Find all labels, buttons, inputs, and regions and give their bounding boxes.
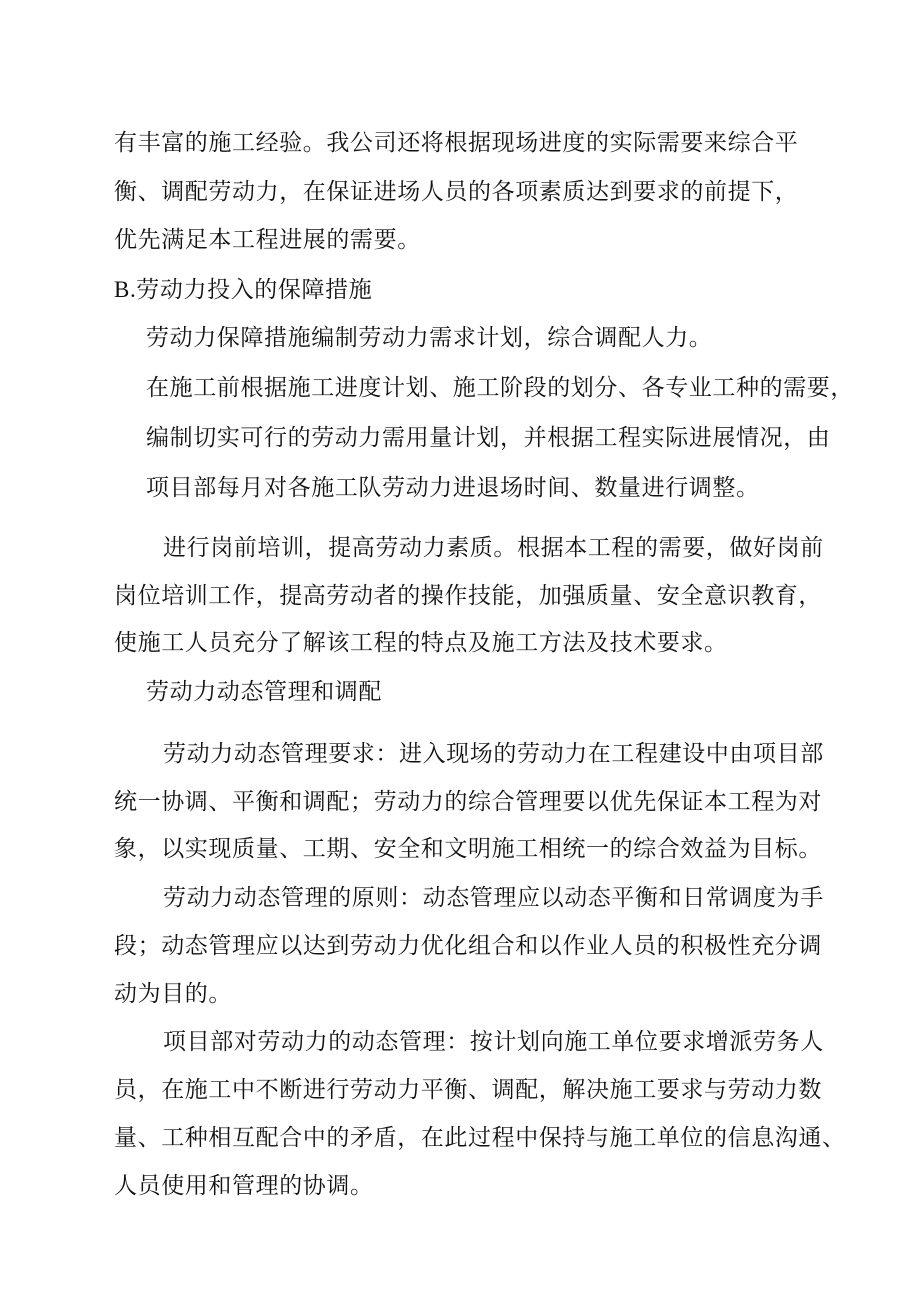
subheading: 劳动力动态管理和调配 <box>146 679 382 705</box>
body-text-line: 进行岗前培训，提高劳动力素质。根据本工程的需要，做好岗前 <box>163 535 824 561</box>
body-text-line: 动为目的。 <box>114 981 232 1007</box>
body-text-line: 有丰富的施工经验。我公司还将根据现场进度的实际需要来综合平 <box>114 130 799 156</box>
body-text-line: 统一协调、平衡和调配；劳动力的综合管理要以优先保证本工程为对 <box>114 789 822 815</box>
body-text-line: 编制切实可行的劳动力需用量计划，并根据工程实际进展情况，由 <box>146 425 831 451</box>
body-text-line: 员，在施工中不断进行劳动力平衡、调配，解决施工要求与劳动力数 <box>114 1077 822 1103</box>
body-text-line: 项目部对劳动力的动态管理：按计划向施工单位要求增派劳务人 <box>163 1029 824 1055</box>
body-text-line: 劳动力动态管理的原则：动态管理应以动态平衡和日常调度为手 <box>163 885 824 911</box>
body-text-line: 劳动力保障措施编制劳动力需求计划，综合调配人力。 <box>146 325 713 351</box>
body-text-line: 项目部每月对各施工队劳动力进退场时间、数量进行调整。 <box>146 475 760 501</box>
body-text-line: 使施工人员充分了解该工程的特点及施工方法及技术要求。 <box>114 630 728 656</box>
body-text-line: 岗位培训工作，提高劳动者的操作技能，加强质量、安全意识教育， <box>114 583 822 609</box>
body-text-line: 量、工种相互配合中的矛盾，在此过程中保持与施工单位的信息沟通、 <box>114 1125 846 1151</box>
body-text-line: 劳动力动态管理要求：进入现场的劳动力在工程建设中由项目部 <box>163 741 824 767</box>
body-text-line: 优先满足本工程进展的需要。 <box>114 227 421 253</box>
body-text-line: 象，以实现质量、工期、安全和文明施工相统一的综合效益为目标。 <box>114 836 822 862</box>
body-text-line: 在施工前根据施工进度计划、施工阶段的划分、各专业工种的需要， <box>146 375 854 401</box>
body-text-line: 人员使用和管理的协调。 <box>114 1173 374 1199</box>
body-text-line: 段；动态管理应以达到劳动力优化组合和以作业人员的积极性充分调 <box>114 933 822 959</box>
section-heading: B.劳动力投入的保障措施 <box>114 277 373 302</box>
body-text-line: 衡、调配劳动力，在保证进场人员的各项素质达到要求的前提下， <box>114 179 799 205</box>
